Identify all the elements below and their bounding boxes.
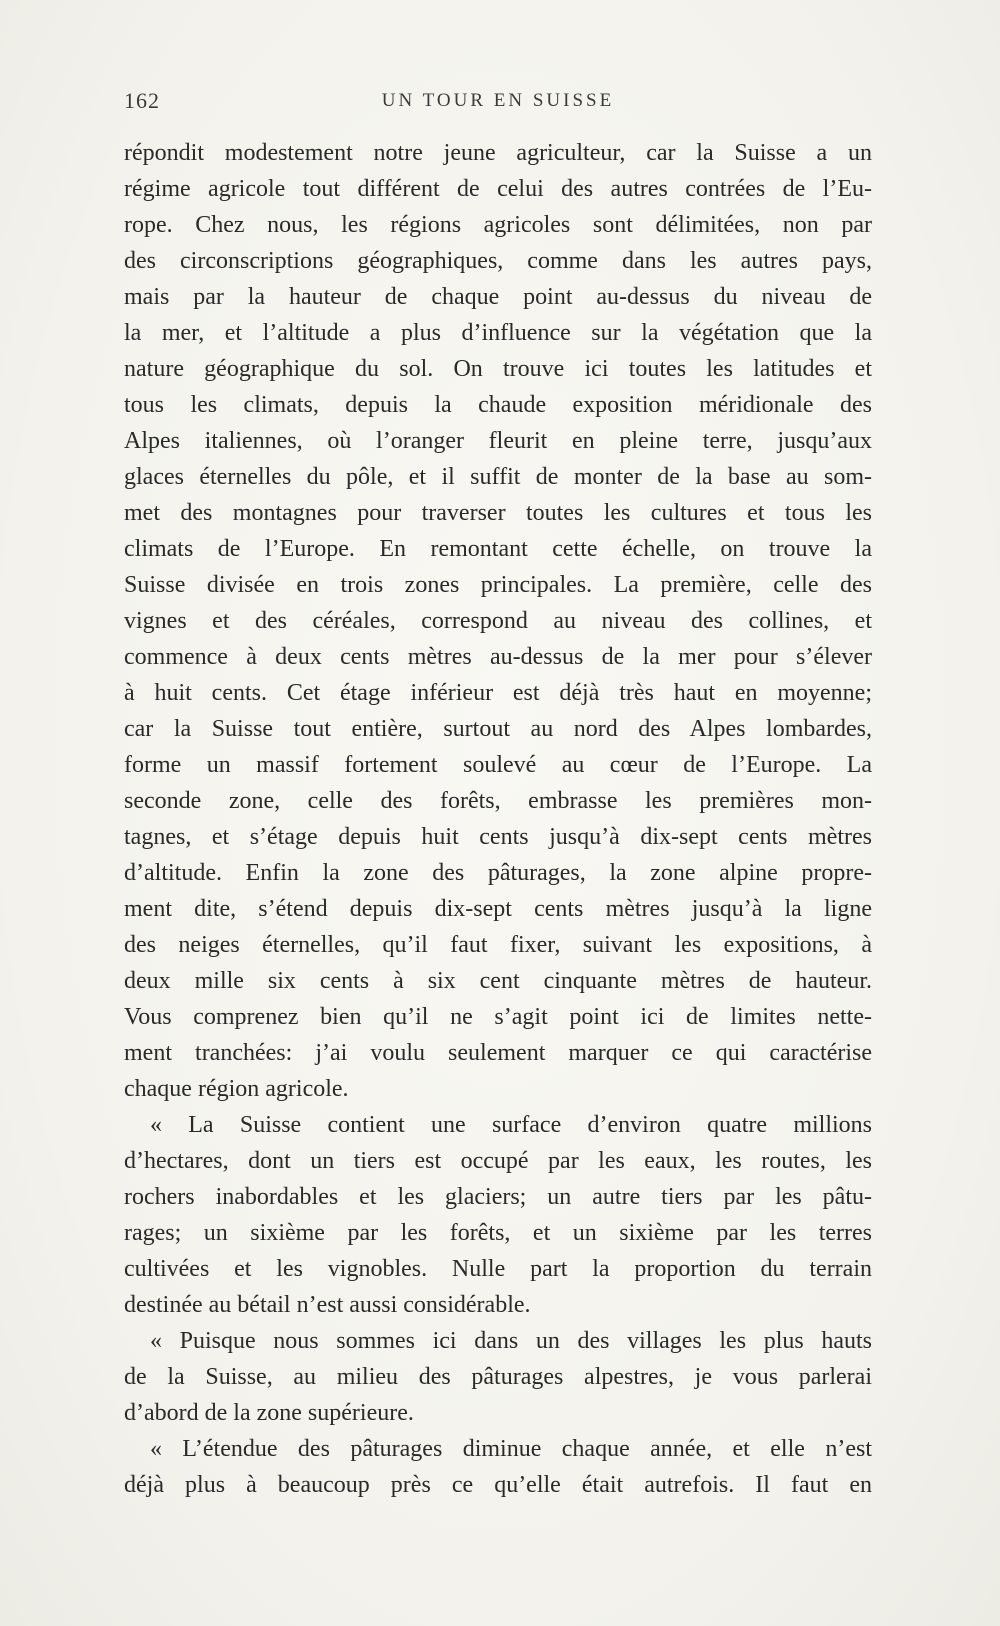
text-line: climats de l’Europe. En remontant cette échelle, on trouve la	[124, 536, 872, 562]
text-line: « L’étendue des pâturages diminue chaque année, et elle n’est	[150, 1436, 872, 1462]
text-line: répondit modestement notre jeune agriculteur, car la Suisse a un	[124, 140, 872, 166]
text-line: d’altitude. Enfin la zone des pâturages, la zone alpine propre-	[124, 860, 872, 886]
text-line: nature géographique du sol. On trouve ici toutes les latitudes et	[124, 356, 872, 382]
text-line: ment dite, s’étend depuis dix-sept cents mètres jusqu’à la ligne	[124, 896, 872, 922]
text-line: commence à deux cents mètres au-dessus de la mer pour s’élever	[124, 644, 872, 670]
text-line: déjà plus à beaucoup près ce qu’elle était autrefois. Il faut en	[124, 1472, 872, 1498]
text-line: tous les climats, depuis la chaude exposition méridionale des	[124, 392, 872, 418]
running-head	[124, 88, 872, 118]
text-line: car la Suisse tout entière, surtout au nord des Alpes lombardes,	[124, 716, 872, 742]
body-text	[124, 135, 872, 1503]
text-line: rages; un sixième par les forêts, et un sixième par les terres	[124, 1220, 872, 1246]
text-line: vignes et des céréales, correspond au niveau des collines, et	[124, 608, 872, 634]
text-line: forme un massif fortement soulevé au cœur de l’Europe. La	[124, 752, 872, 778]
text-line: régime agricole tout différent de celui des autres contrées de l’Eu-	[124, 176, 872, 202]
text-line: d’hectares, dont un tiers est occupé par les eaux, les routes, les	[124, 1148, 872, 1174]
text-line: cultivées et les vignobles. Nulle part la proportion du terrain	[124, 1256, 872, 1282]
text-line: chaque région agricole.	[124, 1076, 349, 1102]
text-line: Suisse divisée en trois zones principales. La première, celle des	[124, 572, 872, 598]
text-line: tagnes, et s’étage depuis huit cents jusqu’à dix-sept cents mètres	[124, 824, 872, 850]
text-line: destinée au bétail n’est aussi considérable.	[124, 1292, 531, 1318]
text-line: rochers inabordables et les glaciers; un autre tiers par les pâtu-	[124, 1184, 872, 1210]
text-line: mais par la hauteur de chaque point au-dessus du niveau de	[124, 284, 872, 310]
text-line: à huit cents. Cet étage inférieur est déjà très haut en moyenne;	[124, 680, 872, 706]
text-line: la mer, et l’altitude a plus d’influence sur la végétation que la	[124, 320, 872, 346]
text-line: « La Suisse contient une surface d’environ quatre millions	[150, 1112, 872, 1138]
text-line: rope. Chez nous, les régions agricoles sont délimitées, non par	[124, 212, 872, 238]
text-line: seconde zone, celle des forêts, embrasse les premières mon-	[124, 788, 872, 814]
text-line: glaces éternelles du pôle, et il suffit de monter de la base au som-	[124, 464, 872, 490]
text-line: d’abord de la zone supérieure.	[124, 1400, 414, 1426]
text-line: Vous comprenez bien qu’il ne s’agit point ici de limites nette-	[124, 1004, 872, 1030]
text-line: de la Suisse, au milieu des pâturages alpestres, je vous parlerai	[124, 1364, 872, 1390]
page-number: 162	[124, 88, 160, 113]
text-line: met des montagnes pour traverser toutes les cultures et tous les	[124, 500, 872, 526]
text-line: des neiges éternelles, qu’il faut fixer, suivant les expositions, à	[124, 932, 872, 958]
text-line: Alpes italiennes, où l’oranger fleurit en pleine terre, jusqu’aux	[124, 428, 872, 454]
text-line: deux mille six cents à six cent cinquante mètres de hauteur.	[124, 968, 872, 994]
text-line: des circonscriptions géographiques, comme dans les autres pays,	[124, 248, 872, 274]
text-line: « Puisque nous sommes ici dans un des villages les plus hauts	[150, 1328, 872, 1354]
running-title: UN TOUR EN SUISSE	[381, 90, 615, 111]
text-line: ment tranchées: j’ai voulu seulement marquer ce qui caractérise	[124, 1040, 872, 1066]
